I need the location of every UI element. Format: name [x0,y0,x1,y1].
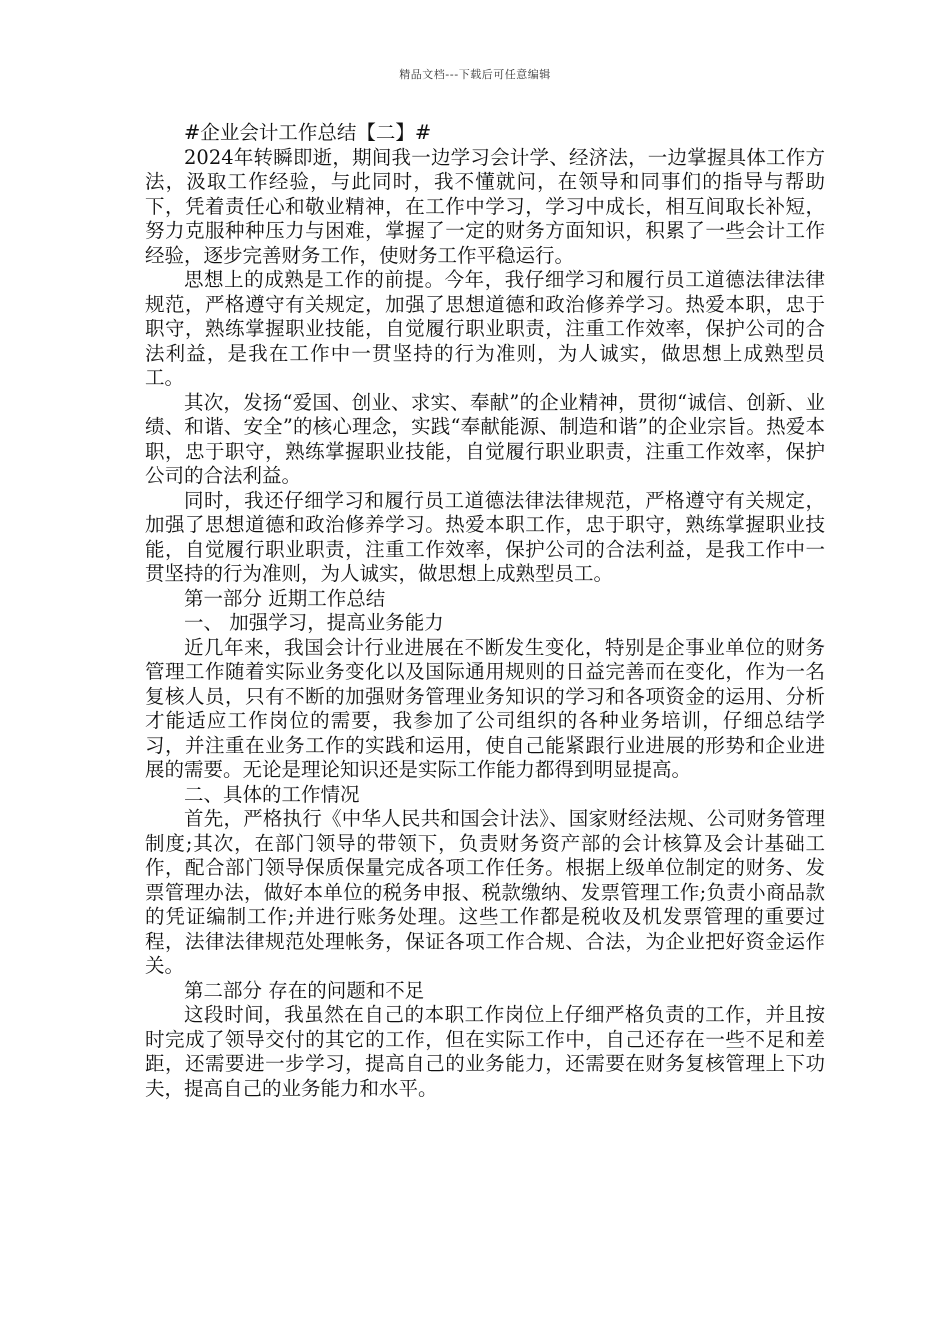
section2-heading: 二、具体的工作情况 [184,782,360,806]
part2-paragraph: 这段时间，我虽然在自己的本职工作岗位上仔细严格负责的工作，并且按时完成了领导交付的其它的工作，但在实际工作中，自己还存在一些不足和差距，还需要进一步学习，提高自己的业务能力，还需要在财务复核管理上下功夫，提高自己的业务能力和水平。 [145,1003,825,1100]
paragraph-meanwhile: 同时，我还仔细学习和履行员工道德法律法律规范，严格遵守有关规定，加强了思想道德和政治修养学习。热爱本职工作，忠于职守，熟练掌握职业技能，自觉履行职业职责，注重工作效率，保护公司的合法利益，是我工作中一贯坚持的行为准则，为人诚实，做思想上成熟型员工。 [145,488,825,585]
section1-paragraph: 近几年来，我国会计行业进展在不断发生变化，特别是企事业单位的财务管理工作随着实际业务变化以及国际通用规则的日益完善而在变化，作为一名复核人员，只有不断的加强财务管理业务知识的学习和各项资金的运用、分析才能适应工作岗位的需要，我参加了公司组织的各种业务培训，仔细总结学习，并注重在业务工作的实践和运用，使自己能紧跟行业进展的形势和企业进展的需要。无论是理论知识还是实际工作能力都得到明显提高。 [145,635,825,781]
section2-paragraph: 首先，严格执行《中华人民共和国会计法》、国家财经法规、公司财务管理制度;其次，在部门领导的带领下，负责财务资产部的会计核算及会计基础工作，配合部门领导保质保量完成各项工作任务。根据上级单位制定的财务、发票管理办法，做好本单位的税务申报、税款缴纳、发票管理工作;负责小商品款的凭证编制工作;并进行账务处理。这些工作都是税收及机发票管理的重要过程，法律法律规范处理帐务，保证各项工作合规、合法，为企业把好资金运作关。 [145,807,825,977]
part2-heading: 第二部分 存在的问题和不足 [184,978,425,1002]
section1-heading: 一、 加强学习，提高业务能力 [184,611,444,634]
paragraph-intro: 2024年转瞬即逝，期间我一边学习会计学、经济法，一边掌握具体工作方法，汲取工作经验，与此同时，我不懂就问，在领导和同事们的指导与帮助下，凭着责任心和敬业精神，在工作中学习，学习中成长，相互间取长补短，努力克服种种压力与困难，掌握了一定的财务方面知识，积累了一些会计工作经验，逐步完善财务工作，使财务工作平稳运行。 [145,145,825,267]
document-title: #企业会计工作总结【二】# [184,121,432,144]
paragraph-ideology: 思想上的成熟是工作的前提。今年，我仔细学习和履行员工道德法律法律规范，严格遵守有关规定，加强了思想道德和政治修养学习。热爱本职，忠于职守，熟练掌握职业技能，自觉履行职业职责，注重工作效率，保护公司的合法利益，是我在工作中一贯坚持的行为准则，为人诚实，做思想上成熟型员工。 [145,268,825,389]
document-body [145,121,825,1101]
paragraph-spirit: 其次，发扬“爱国、创业、求实、奉献”的企业精神，贯彻“诚信、创新、业绩、和谐、安全”的核心理念，实践“奉献能源、制造和谐”的企业宗旨。热爱本职，忠于职守，熟练掌握职业技能，自觉履行职业职责，注重工作效率，保护公司的合法利益。 [145,390,825,487]
part1-heading: 第一部分 近期工作总结 [184,586,386,610]
header-note: 精品文档---下载后可任意编辑 [399,68,551,81]
